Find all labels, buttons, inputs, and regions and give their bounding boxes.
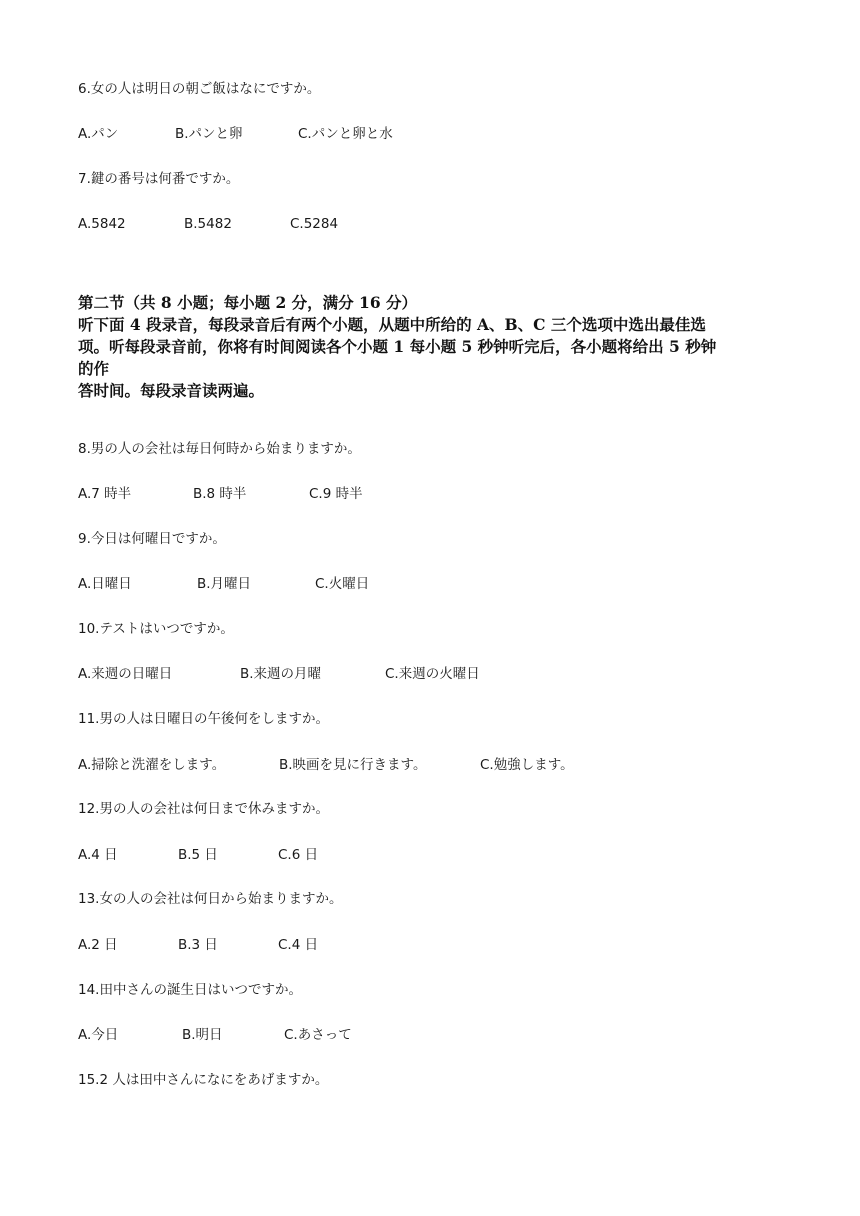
- question-7: 7.鍵の番号は何番ですか。: [78, 171, 240, 187]
- option-8-b: B.8 時半: [193, 486, 247, 502]
- question-14: 14.田中さんの誕生日はいつですか。: [78, 982, 302, 998]
- option-7-b: B.5482: [184, 216, 232, 232]
- question-12: 12.男の人の会社は何日まで休みますか。: [78, 801, 329, 817]
- option-13-b: B.3 日: [178, 937, 218, 953]
- option-10-c: C.来週の火曜日: [385, 666, 480, 682]
- section-instruction-line-3: 的作: [78, 359, 110, 378]
- option-6-c: C.パンと卵と水: [298, 126, 393, 142]
- option-12-a: A.4 日: [78, 847, 118, 863]
- question-10: 10.テストはいつですか。: [78, 621, 234, 637]
- section-two: [78, 292, 788, 402]
- option-11-a: A.掃除と洗濯をします。: [78, 757, 226, 773]
- section-heading: 第二节（共 8 小题；每小题 2 分，满分 16 分）: [78, 293, 418, 312]
- section-instruction-line-2: 项。听每段录音前，你将有时间阅读各个小题 1 每小题 5 秒钟听完后，各小题将给出 5 秒钟: [78, 337, 717, 356]
- question-13: 13.女の人の会社は何日から始まりますか。: [78, 891, 343, 907]
- option-11-b: B.映画を見に行きます。: [279, 757, 427, 773]
- option-14-b: B.明日: [182, 1027, 223, 1043]
- option-10-b: B.来週の月曜: [240, 666, 322, 682]
- option-9-c: C.火曜日: [315, 576, 370, 592]
- option-11-c: C.勉強します。: [480, 757, 574, 773]
- option-7-a: A.5842: [78, 216, 126, 232]
- section-instruction-line-1: 听下面 4 段录音，每段录音后有两个小题，从题中所给的 A、B、C 三个选项中选出最佳选: [78, 315, 706, 334]
- question-9: 9.今日は何曜日ですか。: [78, 531, 226, 547]
- question-8: 8.男の人の会社は毎日何時から始まりますか。: [78, 441, 361, 457]
- option-13-c: C.4 日: [278, 937, 319, 953]
- question-6: 6.女の人は明日の朝ご飯はなにですか。: [78, 81, 321, 97]
- option-12-c: C.6 日: [278, 847, 319, 863]
- option-6-b: B.パンと卵: [175, 126, 243, 142]
- option-8-c: C.9 時半: [309, 486, 363, 502]
- question-15: 15.2 人は田中さんになにをあげますか。: [78, 1072, 329, 1088]
- option-7-c: C.5284: [290, 216, 339, 232]
- option-8-a: A.7 時半: [78, 486, 132, 502]
- option-12-b: B.5 日: [178, 847, 218, 863]
- option-13-a: A.2 日: [78, 937, 118, 953]
- option-14-c: C.あさって: [284, 1027, 352, 1043]
- option-9-a: A.日曜日: [78, 576, 132, 592]
- option-10-a: A.来週の日曜日: [78, 666, 173, 682]
- question-11: 11.男の人は日曜日の午後何をしますか。: [78, 711, 329, 727]
- section-instruction-line-4: 答时间。每段录音读两遍。: [78, 381, 265, 400]
- option-14-a: A.今日: [78, 1027, 119, 1043]
- option-6-a: A.パン: [78, 126, 119, 142]
- option-9-b: B.月曜日: [197, 576, 252, 592]
